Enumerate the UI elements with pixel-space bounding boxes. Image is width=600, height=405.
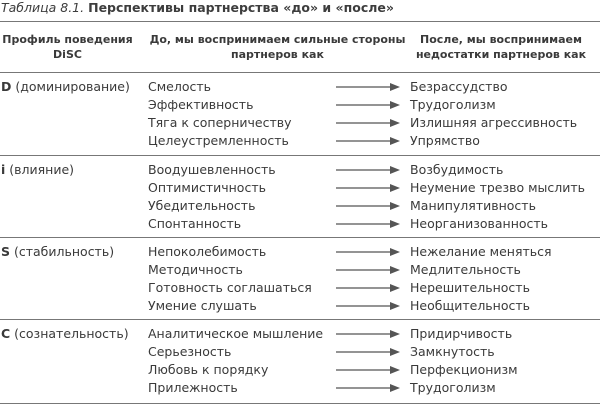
strength-cell: Спонтанность [148,216,242,231]
weakness-cell: Безрассудство [410,79,508,94]
weakness-cell: Манипулятивность [410,198,536,213]
profile-name: (доминирование) [11,79,130,94]
arrow-right-icon [336,283,400,293]
strength-cell: Методичность [148,262,243,277]
group-divider [0,237,600,238]
weakness-cell: Нерешительность [410,280,530,295]
arrow-right-icon [336,219,400,229]
strength-cell: Целеустремленность [148,133,289,148]
weakness-cell: Трудоголизм [410,97,496,112]
arrow-right-icon [336,301,400,311]
profile-label [1,243,114,261]
header-rule [0,72,600,73]
arrow-right-icon [336,347,400,357]
strength-cell: Прилежность [148,380,238,395]
arrow-right-icon [336,201,400,211]
profile-label [1,325,129,343]
profile-label [1,161,74,179]
weakness-cell: Трудоголизм [410,380,496,395]
arrow-right-icon [336,100,400,110]
arrow-right-icon [336,118,400,128]
strength-cell: Эффективность [148,97,254,112]
strength-cell: Аналитическое мышление [148,326,324,341]
arrow-right-icon [336,165,400,175]
weakness-cell: Упрямство [410,133,480,148]
table-number: Таблица 8.1. [1,0,85,15]
header-after: После, мы воспринимаем недостатки партнеров как [415,33,587,61]
weakness-cell: Замкнутость [410,344,495,359]
weakness-cell: Излишняя агрессивность [410,115,578,130]
weakness-cell: Нежелание меняться [410,244,552,259]
strength-cell: Воодушевленность [148,162,276,177]
weakness-cell: Медлительность [410,262,521,277]
weakness-cell: Возбудимость [410,162,504,177]
profile-label [1,78,130,96]
strength-cell: Смелость [148,79,212,94]
profile-name: (влияние) [5,162,75,177]
arrow-right-icon [336,82,400,92]
arrow-right-icon [336,329,400,339]
strength-cell: Оптимистичность [148,180,266,195]
profile-name: (стабильность) [10,244,115,259]
arrow-right-icon [336,383,400,393]
profile-letter: D [1,79,12,94]
strength-cell: Непоколебимость [148,244,267,259]
table-caption [1,0,394,15]
bottom-rule [0,403,600,404]
weakness-cell: Перфекционизм [410,362,518,377]
profile-letter: S [1,244,11,259]
group-divider [0,155,600,156]
arrow-right-icon [336,265,400,275]
top-rule [0,21,600,22]
strength-cell: Убедительность [148,198,256,213]
strength-cell: Серьезность [148,344,232,359]
profile-name: (сознательность) [10,326,129,341]
arrow-right-icon [336,136,400,146]
table-title: Перспективы партнерства «до» и «после» [88,0,394,15]
arrow-right-icon [336,365,400,375]
header-profile: Профиль поведения DiSC [2,33,133,61]
group-divider [0,319,600,320]
arrow-right-icon [336,183,400,193]
weakness-cell: Необщительность [410,298,531,313]
header-before: До, мы воспринимаем сильные стороны партнеров как [149,33,406,61]
strength-cell: Любовь к порядку [148,362,269,377]
weakness-cell: Неумение трезво мыслить [410,180,586,195]
weakness-cell: Неорганизованность [410,216,549,231]
profile-letter: C [1,326,11,341]
weakness-cell: Придирчивость [410,326,513,341]
strength-cell: Умение слушать [148,298,257,313]
profile-letter: i [1,162,6,177]
strength-cell: Готовность соглашаться [148,280,312,295]
strength-cell: Тяга к соперничеству [148,115,292,130]
arrow-right-icon [336,247,400,257]
